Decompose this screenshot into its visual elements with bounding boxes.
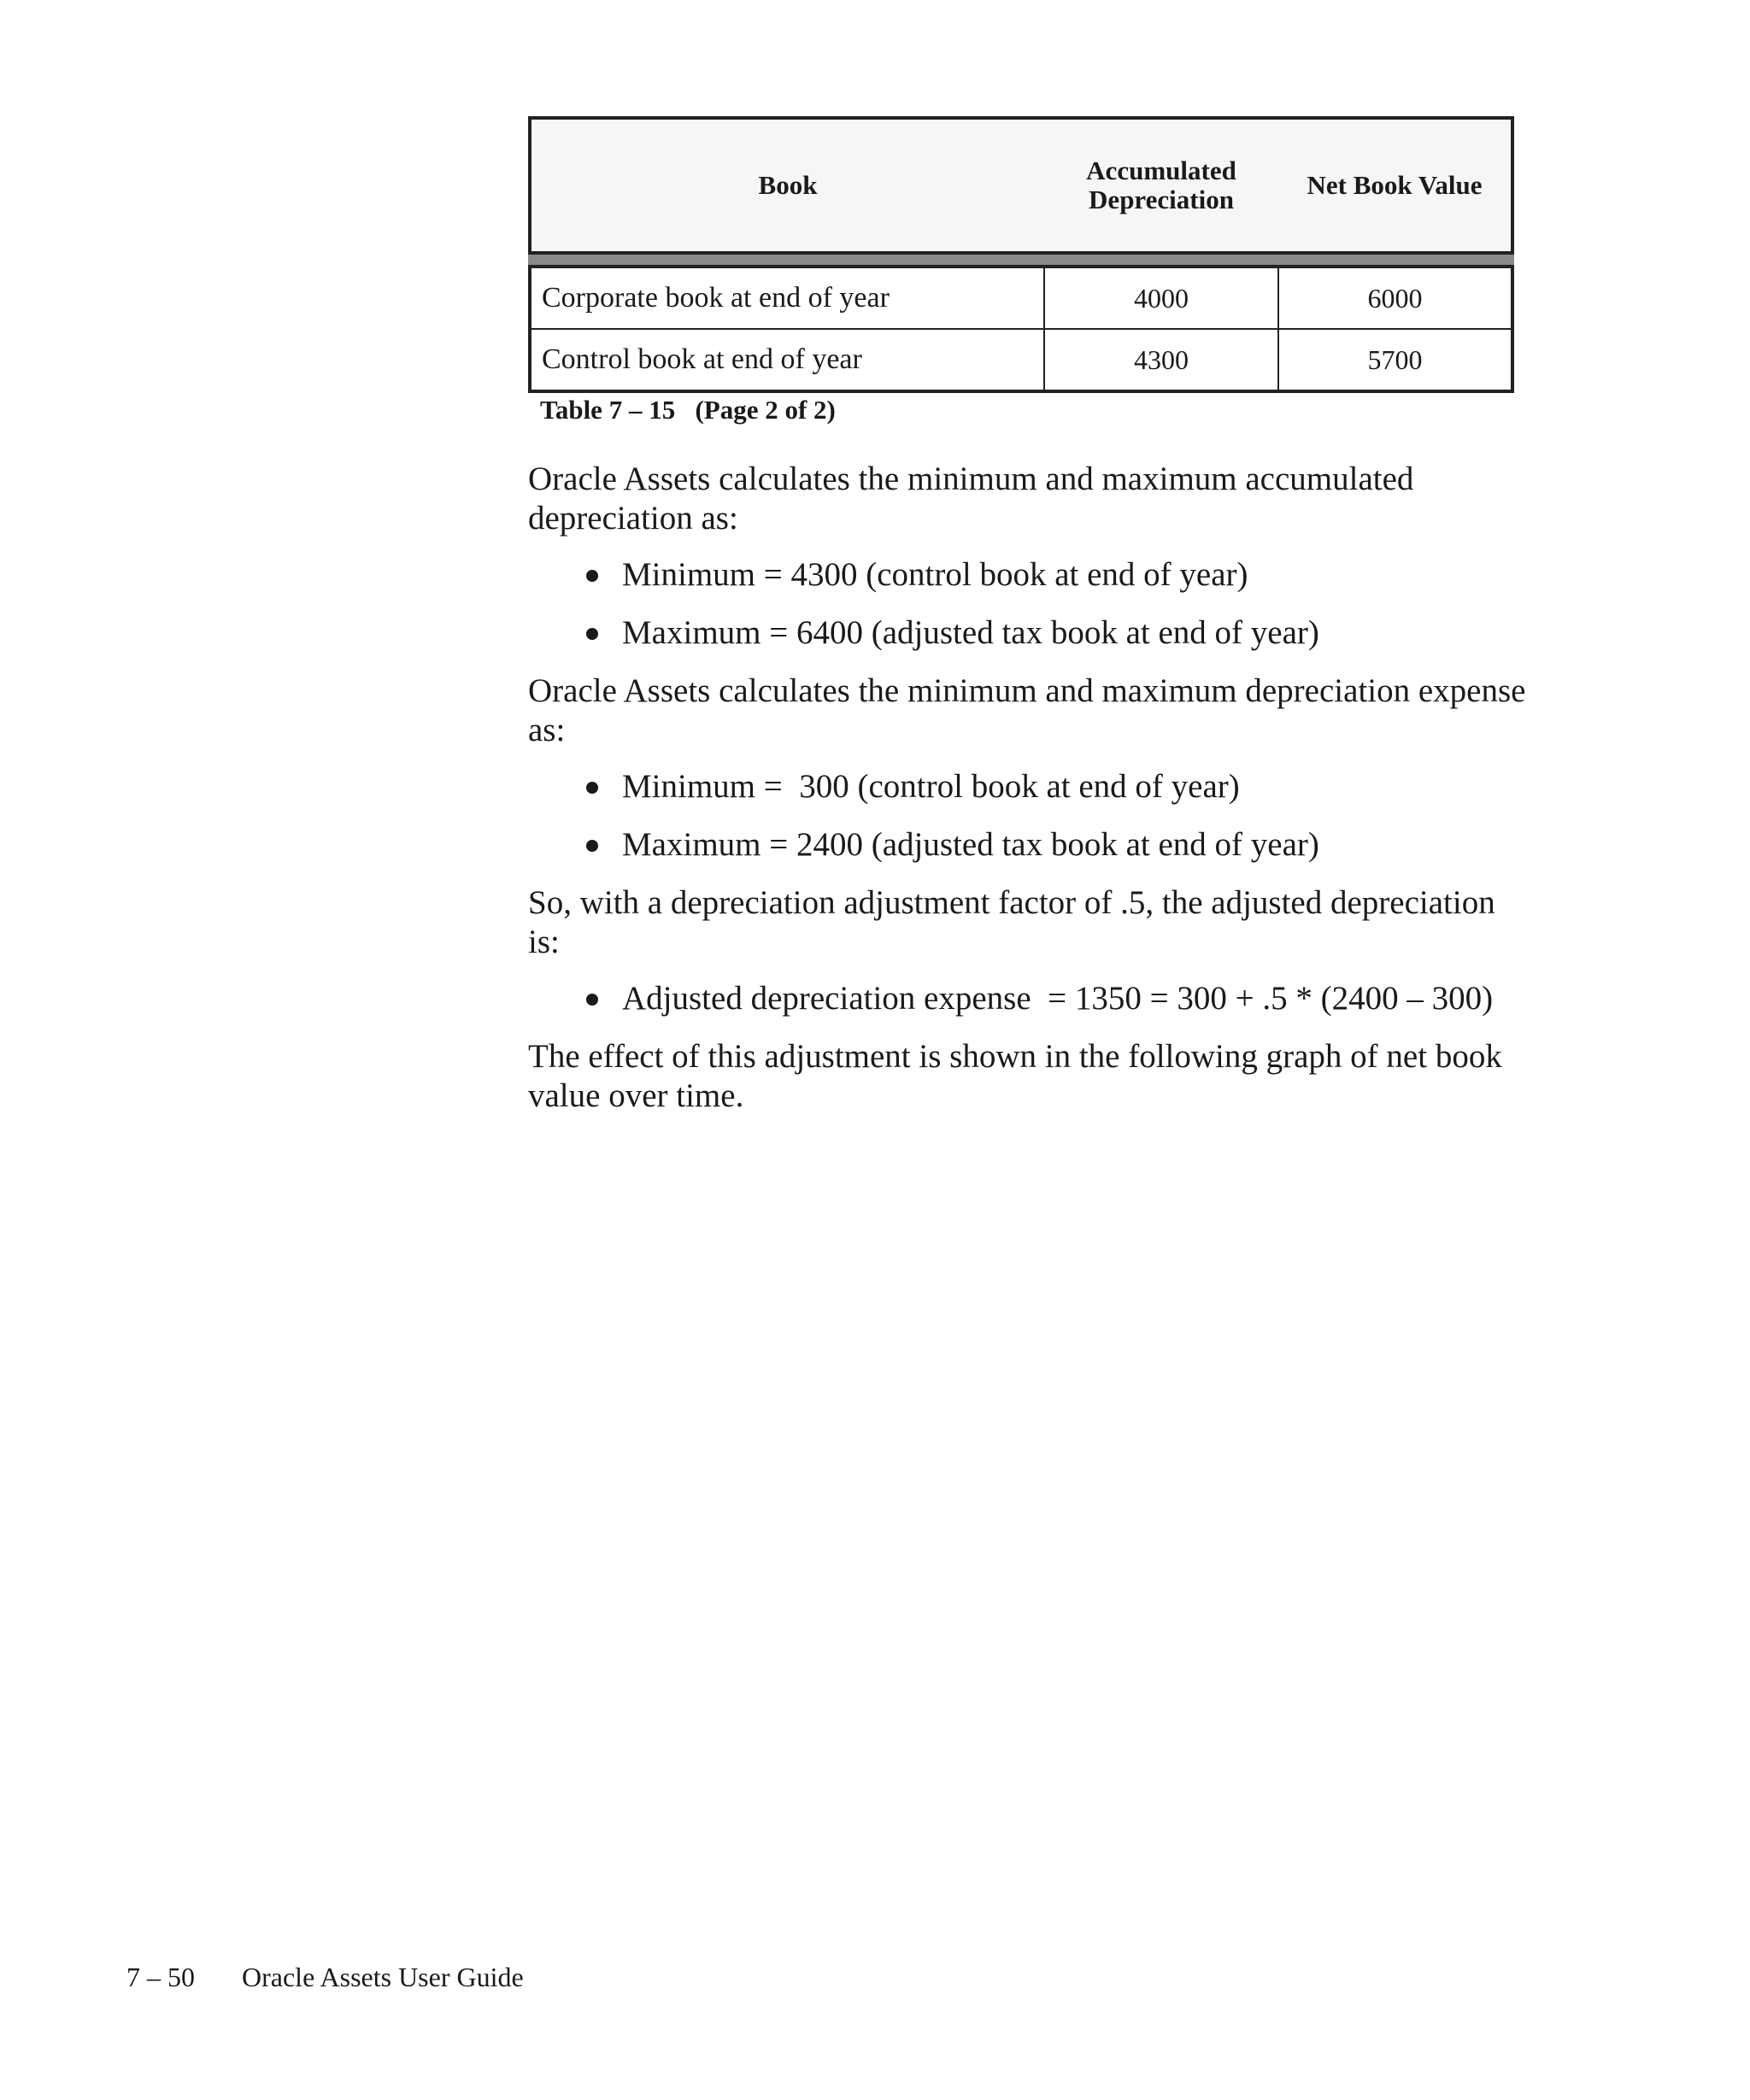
- bullet-icon: [586, 782, 598, 794]
- table-body: [528, 265, 1514, 393]
- bullet-list-expense: [528, 767, 1528, 865]
- list-item-text: Minimum = 300 (control book at end of year): [622, 768, 1240, 805]
- bullet-icon: [586, 628, 598, 640]
- list-item: [528, 555, 1528, 595]
- book-title: Oracle Assets User Guide: [242, 1962, 524, 1992]
- cell-accumulated-depreciation: 4300: [1045, 330, 1279, 390]
- list-item: [528, 825, 1528, 865]
- paragraph-graph-intro: The effect of this adjustment is shown in the following graph of net book value over time.: [528, 1038, 1502, 1114]
- body-content: [528, 460, 1528, 1133]
- list-item-text: Minimum = 4300 (control book at end of year): [622, 556, 1248, 593]
- list-item-text: Maximum = 6400 (adjusted tax book at end of year): [622, 614, 1319, 651]
- depreciation-table: [528, 116, 1514, 393]
- header-accumulated-depreciation: Accumulated Depreciation: [1086, 155, 1236, 214]
- cell-book: Control book at end of year: [531, 330, 1045, 390]
- list-item: [528, 979, 1528, 1018]
- cell-accumulated-depreciation: 4000: [1045, 268, 1279, 328]
- list-item-text: Maximum = 2400 (adjusted tax book at end of year): [622, 826, 1319, 863]
- paragraph-depreciation-expense: Oracle Assets calculates the minimum and maximum depreciation expense as:: [528, 672, 1526, 748]
- table-caption: Table 7 – 15 (Page 2 of 2): [540, 395, 836, 425]
- cell-net-book-value: 5700: [1367, 343, 1423, 375]
- header-book: Book: [758, 170, 818, 200]
- bullet-icon: [586, 994, 598, 1006]
- list-item: [528, 613, 1528, 653]
- bullet-icon: [586, 840, 598, 852]
- table-row: [531, 268, 1511, 328]
- table-row: [531, 328, 1511, 390]
- table-header-separator: [528, 255, 1514, 265]
- cell-book: Corporate book at end of year: [531, 268, 1045, 328]
- paragraph-accumulated-depreciation: Oracle Assets calculates the minimum and maximum accumulated depreciation as:: [528, 460, 1414, 537]
- page-number: 7 – 50: [126, 1962, 195, 1992]
- table-header-row: [528, 116, 1514, 255]
- bullet-list-accumulated: [528, 555, 1528, 653]
- bullet-list-adjusted: [528, 979, 1528, 1018]
- paragraph-adjustment-factor: So, with a depreciation adjustment factor of .5, the adjusted depreciation is:: [528, 884, 1495, 960]
- header-net-book-value: Net Book Value: [1307, 170, 1483, 200]
- list-item-text: Adjusted depreciation expense = 1350 = 300 + .5 * (2400 – 300): [622, 980, 1494, 1017]
- cell-net-book-value: 6000: [1367, 282, 1423, 314]
- page-footer: [126, 1962, 524, 1993]
- bullet-icon: [586, 570, 598, 582]
- list-item: [528, 767, 1528, 807]
